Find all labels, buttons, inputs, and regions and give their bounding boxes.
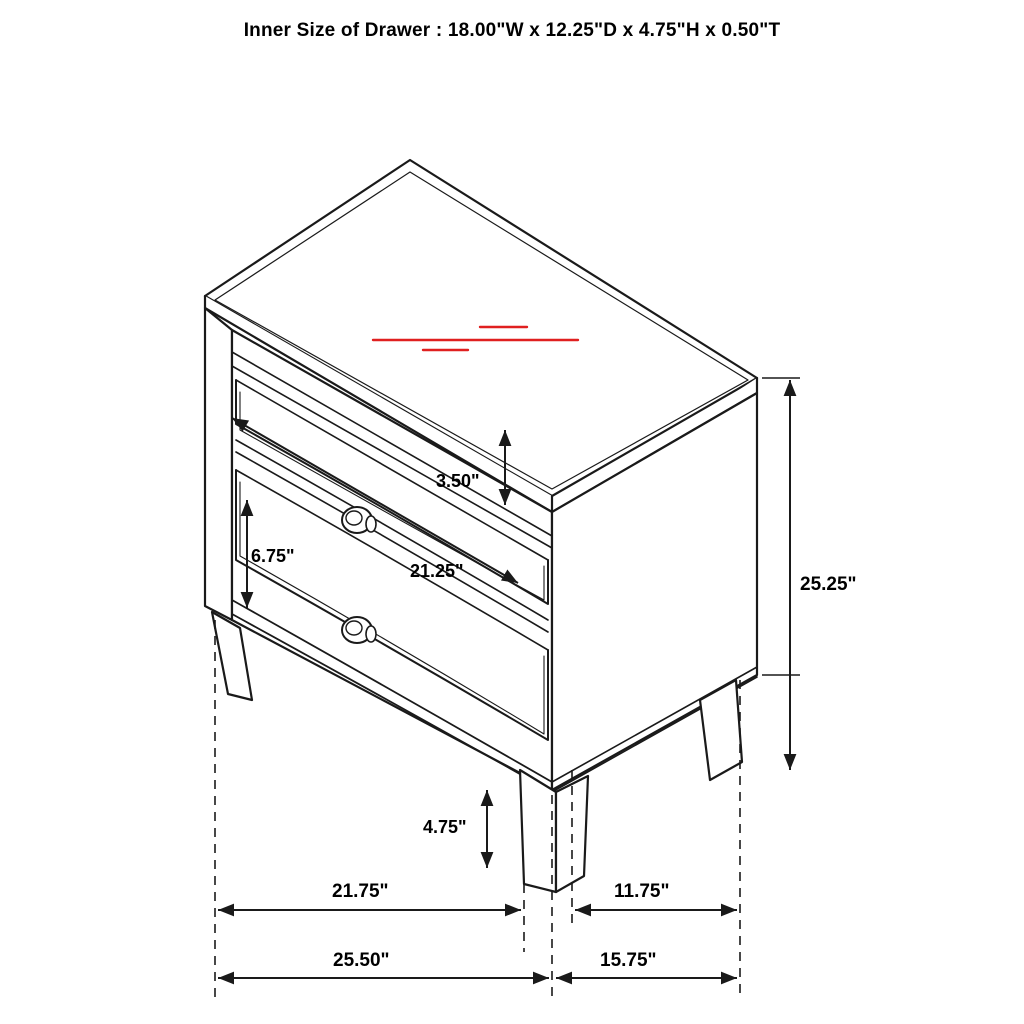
dim-top-drawer-height: 3.50": [436, 471, 480, 491]
dim-total-depth: 15.75": [600, 950, 657, 971]
dim-total-width: 25.50": [333, 950, 390, 971]
height-extension-lines: [762, 378, 800, 675]
dim-leg-height: 4.75": [423, 817, 467, 837]
page-title: Inner Size of Drawer : 18.00"W x 12.25"D x 4.75"H x 0.50"T: [243, 20, 781, 41]
dim-side-depth-inner: 11.75": [614, 881, 670, 902]
dim-total-height: 25.25": [800, 574, 857, 595]
dim-front-width-inner: 21.75": [332, 881, 389, 902]
dim-bottom-drawer-height: 6.75": [251, 546, 295, 566]
dim-drawer-front-width: 21.25": [410, 561, 464, 581]
cabinet-body: [205, 160, 757, 892]
